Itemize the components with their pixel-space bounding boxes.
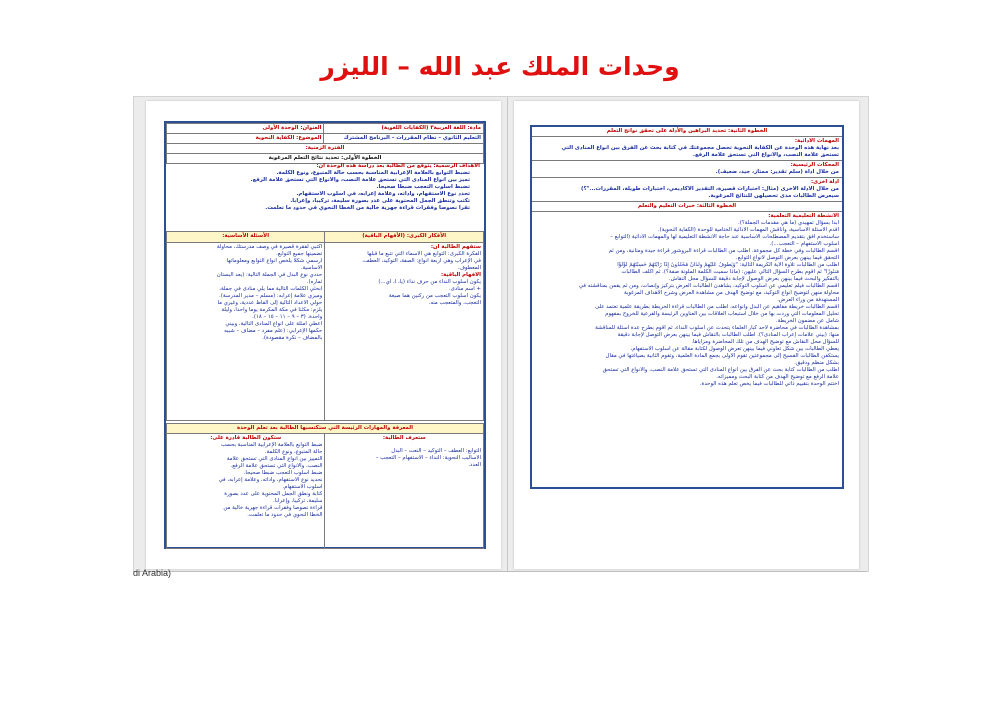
criteria-section bbox=[532, 161, 842, 178]
question-line: ثماره). bbox=[306, 279, 323, 285]
question-line: بالمضاف – نكرة مقصودة). bbox=[262, 335, 323, 341]
able-line: سليمة، تركيباً، وإعراباً. bbox=[273, 498, 323, 504]
activities-section bbox=[532, 212, 842, 389]
question-line: حكمها الإعرابي: (علم مفرد – مضاف – شبيه bbox=[224, 328, 323, 334]
idea-line: المعطوف. bbox=[457, 265, 481, 271]
performance-line: تستحق علامة النصب، والأنواع التي تستحق علامة الرفع. bbox=[692, 152, 839, 158]
performance-line: بعد نهاية هذه الوحدة عن الكفاية النحوية تحصل مجموعتك في كتابة بحث عن الفرق بين أنواع المنادى التي bbox=[561, 145, 839, 151]
activity-line: بشكل منظم ودقيق. bbox=[794, 360, 839, 366]
status-bar bbox=[133, 571, 867, 581]
skills-table bbox=[166, 423, 484, 549]
able-heading: ستكون الطالبة قادرة على: bbox=[210, 435, 282, 441]
skills-heading: المعرفة والمهارات الرئيسة التي ستكتسبها الطالبة بعد تعلم الوحدة bbox=[167, 424, 484, 434]
activity-line: أقدم الأسئلة الأساسية، وأناقش المهمات الأدائية الختامية للوحدة (الكفاية النحوية). bbox=[657, 227, 839, 233]
performance-heading: المهمات الأدائية: bbox=[794, 138, 839, 144]
activity-line: أختتم الوحدة بتقييم ذاتي للطالبات فيما يخص تعلم هذه الوحدة. bbox=[699, 381, 839, 387]
other-line: من خلال الأدلة الأخرى (مثال: اختبارات قصيرة، التقدير الأكاديمي، اختبارات طويلة، المقررات..."؟) bbox=[581, 186, 839, 192]
able-line: ضبط أسلوب التعجب ضبطاً صحيحاً. bbox=[243, 470, 323, 476]
able-line: أسلوب الاستفهام. bbox=[282, 484, 323, 490]
page-divider bbox=[507, 97, 508, 571]
idea-line: ستفهم الطالبة أن: bbox=[430, 244, 481, 250]
idea-line: يكون أسلوب التعجب من ركنين هما صيغة bbox=[388, 293, 481, 299]
page-right bbox=[514, 101, 859, 569]
activity-line: أبدأ بسؤال تمهيدي (ما هي مقدمات الجملة؟). bbox=[738, 220, 839, 226]
unit-info-table bbox=[166, 123, 484, 164]
question-line: حولي الأعداد التالية إلى ألفاظ عددية، وغيري ما bbox=[217, 300, 323, 306]
activity-line: أطلب من الطالبات تلاوة الآية الكريمة التالية: "وَيَطُوفُ عَلَيْهِمْ وِلْدَانٌ مُخَلَّدُونَ إِذَا رَأَيْتَهُمْ حَسِبْتَهُمْ لُؤْلُؤًا bbox=[617, 262, 839, 268]
activity-line: مَنثُورًا" ثم أقوم بطرح السؤال التالي عليهن: (ماذا سميت الكلمة الملونة صفة؟). ثم أكلف الطالبات bbox=[621, 269, 839, 275]
goal-item: تضبط التوابع بالعلامة الإعرابية المناسبة بحسب حالة المتبوع، ونوع الكلمة. bbox=[276, 170, 470, 176]
able-line: تحديد نوع الاستفهام، وأداته، وعلامة إعرابه، في bbox=[218, 477, 323, 483]
know-line: التوابع: العطف – التوكيد – النعت – البدل bbox=[391, 448, 481, 454]
activity-line: منها: (بيني علامات إعراب المنادى؟). أطلب الطالبات بالنقاش فيما بينهن بعرض التوصل لإجابة دقيقة bbox=[617, 332, 839, 338]
goals-section bbox=[168, 163, 480, 229]
activity-line: تحليل المعلومات التي وردت بها من خلال استيعاب العلاقات بين العناوين الرئيسة والفرعية للخروج بمفهوم bbox=[605, 311, 839, 317]
idea-line: يكون أسلوب النداء من حرف نداء (يا، أ، أي...) bbox=[378, 279, 481, 285]
activity-line: سأستخدم أفق بتقديم المصطلحات الأساسية عند حاجة الأنشطة التعليمية لها والمهمات الأدائية (التوابع – bbox=[610, 234, 839, 240]
question-line: اكتبي لفقرة قصيرة في وصف مدرستك، محاولة bbox=[216, 244, 323, 250]
other-evidence-section bbox=[532, 178, 842, 202]
activity-line: شامل عن مضمون الخريطة. bbox=[775, 318, 839, 324]
idea-line: الأفهام الباقية: bbox=[440, 272, 481, 278]
ideas-questions-table bbox=[166, 231, 484, 421]
know-heading: ستعرف الطالبة: bbox=[382, 435, 426, 441]
left-page-frame bbox=[164, 121, 486, 549]
able-line: حالة المتبوع، ونوع الكلمة. bbox=[264, 449, 323, 455]
able-line: النصب، والأنواع التي تستحق علامة الرفع. bbox=[230, 463, 323, 469]
question-line: تضمينها جميع التوابع. bbox=[276, 251, 323, 257]
activity-line: محاولة منهن لتوضيح أنواع التوكيد، مع توضيح الهدف من مشاهدة العرض وشرح الأهداف المرغوبة bbox=[623, 290, 839, 296]
step1-label: الخطوة الأولى: تحديد نتائج التعلم المرغوبة bbox=[167, 154, 484, 164]
able-line: قراءة نصوصاً وفقرات قراءة جهرية خالية من bbox=[223, 505, 323, 511]
goal-item: تكتب وتنطق الجمل المحتوية على عدد بصورة سليمة، تركيباً، وإعراباً. bbox=[290, 198, 470, 204]
activity-line: أقسم الطالبات خريطة مفاهيم عن البدل وأنواعه، أطلب من الطالبات قراءة الخريطة بطريقة علمية تعتمد على bbox=[594, 304, 839, 310]
activity-line: للسؤال محل النقاش مع توضيح الهدف من تلك المحاضرة ومزاياها. bbox=[691, 339, 839, 345]
question-line: ابحثي الكلمات التالية مما يلي منادى في جملة، bbox=[219, 286, 323, 292]
idea-line: التعجب، والمتعجب منه. bbox=[428, 300, 481, 306]
goals-heading: الأهداف الرسمية: يتوقع من الطالبة بعد دراسة هذه الوحدة أن: bbox=[316, 163, 480, 169]
activity-line: أطلب من الطالبات كتابة بحث عن الفرق بين أنواع المنادى التي تستحق علامة النصب، والأنواع التي تستحق bbox=[602, 367, 839, 373]
right-page-frame bbox=[530, 125, 844, 489]
period-label: الفترة الزمنية: bbox=[167, 144, 484, 154]
question-line: ارسمي شكلاً يلخص أنواع التوابع ومعلوماتها bbox=[226, 258, 323, 264]
able-line: ضبط التوابع بالعلامة الإعرابية المناسبة بحسب bbox=[220, 442, 323, 448]
criteria-heading: المحكات الرئيسية: bbox=[790, 162, 839, 168]
question-line: يلزم: مكثنا في مكة المكرمة يوماً واحداً، وليلة bbox=[221, 307, 323, 313]
unit-name: العنوان: الوحدة الأولى bbox=[262, 125, 322, 131]
question-line: وميزي علامة إعرابه: (مسلم – مدير المدرسة). bbox=[219, 293, 323, 299]
other-line: سيعرض الطالبات مدى تحصيلهن للنتائج المرغوبة. bbox=[708, 193, 839, 199]
able-line: التمييز بين أنواع المنادى التي تستحق علامة bbox=[226, 456, 323, 462]
activity-line: علامة الرفع مع توضيح الهدف من كتابة البحث ومميزاته. bbox=[716, 374, 839, 380]
stage-name: التعليم الثانوي – نظام المقررات – البرنامج المشترك bbox=[343, 135, 481, 141]
activity-line: يستكفن الطالبات الفسيح إلى مجموعتين تقوم الأولى بجمع المادة العلمية، وتقوم الثانية بصياغتها في مقال bbox=[605, 353, 839, 359]
document-title: وحدات الملك عبد الله – الليزر bbox=[320, 52, 680, 81]
activity-line: بالتفكير والبحث فيما بينهن بعرض الوصول لإجابة دقيقة للسؤال محل النقاش. bbox=[668, 276, 839, 282]
question-line: أعطي أمثلة على أنواع المنادى التالية، وبيني bbox=[225, 321, 323, 327]
idea-line: + اسم منادى. bbox=[448, 286, 481, 292]
know-line: الأساليب النحوية: النداء – الاستفهام – التعجب – bbox=[375, 455, 481, 461]
activity-line: أقسم الطالبات وفي خطة كل مجموعة. أطلب من الطالبات قراءة البروشور قراءة جيدة ومتأنية، ومن ثم bbox=[608, 248, 839, 254]
document-viewer[interactable] bbox=[133, 96, 869, 572]
goal-item: تقرأ نصوصاً وفقرات قراءة جهرية خالية من الخطأ النحوي في حدود ما تعلمت. bbox=[265, 205, 470, 211]
status-bar-text: di Arabia) bbox=[133, 568, 172, 578]
goal-item: تحدد نوع الاستفهام، وأداته، وعلامة إعرابه، في أسلوب الاستفهام. bbox=[296, 191, 470, 197]
know-line: العدد. bbox=[468, 462, 481, 468]
subject-name: مادة: اللغة العربية٣ (الكفايات اللغوية) bbox=[381, 125, 481, 131]
question-line: حددي نوع البدل في الجملة التالية: (يعد البستان bbox=[216, 272, 323, 278]
activity-line: المستهدفة من وراء العرض. bbox=[777, 297, 839, 303]
activity-line: بمشاهدة الطالبات في محاضرة لأحد كبار العلماء يتحدث عن أسلوب النداء، ثم أقوم بطرح عدة أسئلة للمناقشة bbox=[595, 325, 839, 331]
idea-line: الفكرة الكبرى: التوابع هي الأسماء التي تتبع ما قبلها bbox=[367, 251, 481, 257]
question-line: الأساسية. bbox=[300, 265, 323, 271]
step2-label: الخطوة الثانية: تحديد البراهين والأدلة على تحقق نواتج التعلم bbox=[532, 127, 842, 137]
activities-heading: الأنشطة التعليمية التعلمية: bbox=[768, 213, 839, 219]
page-left bbox=[146, 101, 501, 569]
activity-line: التحقق فيما بينهن بعرض التوصل لأنواع التوابع. bbox=[735, 255, 839, 261]
other-heading: أدلة أخرى: bbox=[811, 179, 839, 185]
questions-heading: الأسئلة الأساسية: bbox=[167, 232, 325, 243]
activity-line: يعطي الطالبات بين شكل تعاوني فيما بينهن تعرض الوصول لكتابة مقالة عن أسلوب الاستفهام، bbox=[630, 346, 839, 352]
performance-section bbox=[532, 137, 842, 161]
topic-name: الموضوع: الكفاية النحوية bbox=[255, 135, 322, 141]
idea-line: في الإعراب وهي أربعة أنواع: الصفة، التوكيد، العطف، bbox=[362, 258, 481, 264]
step3-label: الخطوة الثالثة: خبرات التعليم والتعلم bbox=[532, 202, 842, 212]
criteria-line: من خلال أداة (سلم تقدير: ممتاز، جيد، ضعيف). bbox=[715, 169, 839, 175]
ideas-heading: الأفكار الكبرى: (الأفهام الباقية) bbox=[325, 232, 484, 243]
goal-item: تضبط أسلوب التعجب ضبطاً صحيحاً. bbox=[376, 184, 470, 190]
question-line: واحدة. (٣ – ٩ – ١١ – ١٥ – ١٨). bbox=[252, 314, 323, 320]
able-line: كتابة ونطق الجمل المحتوية على عدد بصورة bbox=[224, 491, 323, 497]
goal-item: تميز بين أنواع المنادى التي تستحق علامة النصب، والأنواع التي تستحق علامة الرفع. bbox=[250, 177, 470, 183]
activity-line: أسلوب الاستفهام – التعجب...). bbox=[769, 241, 839, 247]
activity-line: أقسم الطالبات فيلم تعليمي عن أسلوب التوكيد، يشاهدن الطالبات العرض بتركيز وإنصات، ومن ثم يقمن بمناقشته في bbox=[578, 283, 839, 289]
able-line: الخطأ النحوي في حدود ما تعلمت. bbox=[247, 512, 323, 518]
